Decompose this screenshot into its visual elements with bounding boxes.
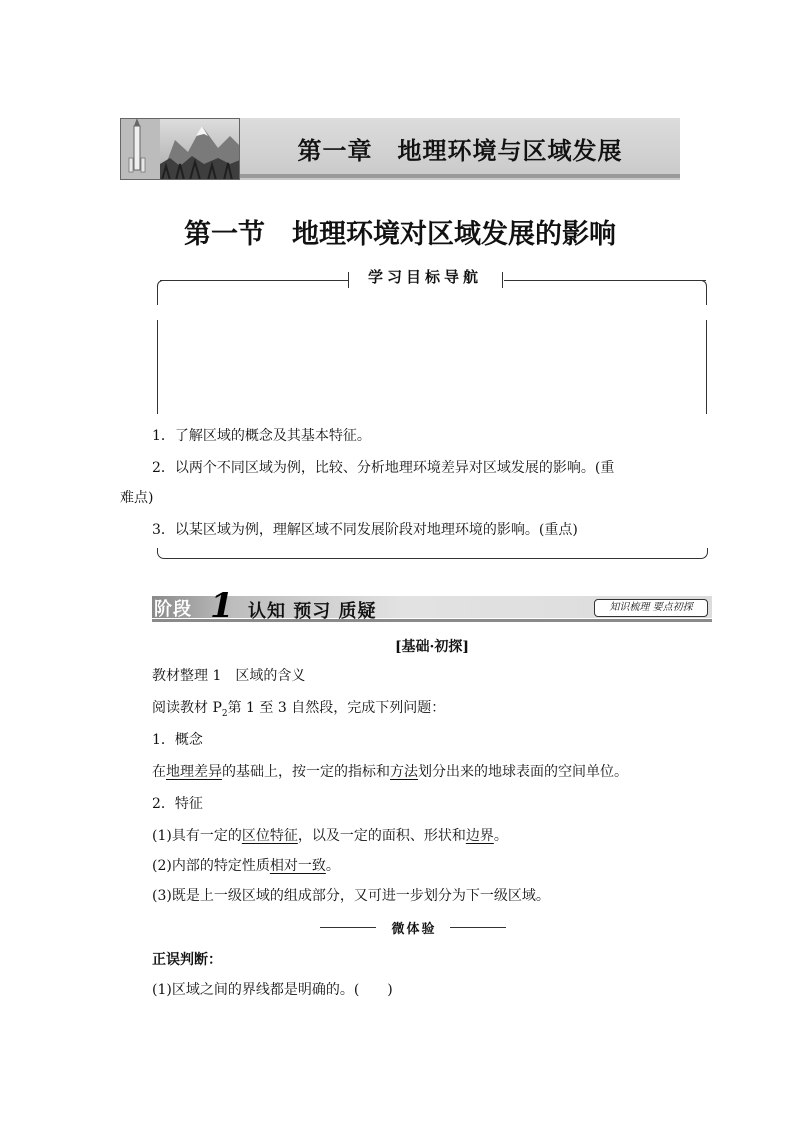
objective-item-3: 3．以某区域为例，理解区域不同发展阶段对地理环境的影响。(重点) <box>152 522 578 538</box>
divider <box>504 280 706 281</box>
feature-2: (2)内部的特定性质相对一致。 <box>152 858 340 874</box>
objectives-header: 学习目标导航 <box>367 268 482 286</box>
stage-label: 阶段 <box>154 599 192 620</box>
feature-heading: 2．特征 <box>152 796 203 812</box>
experience-divider <box>320 918 506 936</box>
objective-item-2-cont: 难点) <box>120 490 154 506</box>
material-title: 教材整理 1 区域的含义 <box>152 668 306 684</box>
chapter-banner <box>120 118 680 180</box>
feature-1: (1)具有一定的区位特征，以及一定的面积、形状和边界。 <box>152 828 508 844</box>
stage-title: 认知 预习 质疑 <box>248 601 377 622</box>
judge-title: 正误判断： <box>152 952 222 968</box>
concept-text: 在地理差异的基础上，按一定的指标和方法划分出来的地球表面的空间单位。 <box>152 764 628 780</box>
chapter-title: 第一章 地理环境与区域发展 <box>297 136 623 165</box>
concept-heading: 1．概念 <box>152 732 203 748</box>
material-intro: 阅读教材 $P_2$第 1 至 3 自然段，完成下列问题： <box>152 700 446 719</box>
objective-item-1: 1．了解区域的概念及其基本特征。 <box>152 428 371 444</box>
experience-heading: 微体验 <box>391 922 437 937</box>
stage-number: 1 <box>210 586 234 626</box>
stage-tag: 知识梳理 要点初探 <box>594 599 708 617</box>
section-title: 第一节 地理环境对区域发展的影响 <box>184 219 616 250</box>
objective-item-2: 2．以两个不同区域为例，比较、分析地理环境差异对区域发展的影响。(重 <box>152 460 615 476</box>
mountain-photo <box>120 118 240 180</box>
stage-bar <box>152 586 712 626</box>
objectives-box-bottom <box>157 548 708 559</box>
feature-3: (3)既是上一级区域的组成部分，又可进一步划分为下一级区域。 <box>152 888 550 904</box>
basics-heading: [基础·初探] <box>394 639 470 655</box>
question-1: (1)区域之间的界线都是明确的。( ) <box>152 982 393 998</box>
divider <box>160 280 348 281</box>
